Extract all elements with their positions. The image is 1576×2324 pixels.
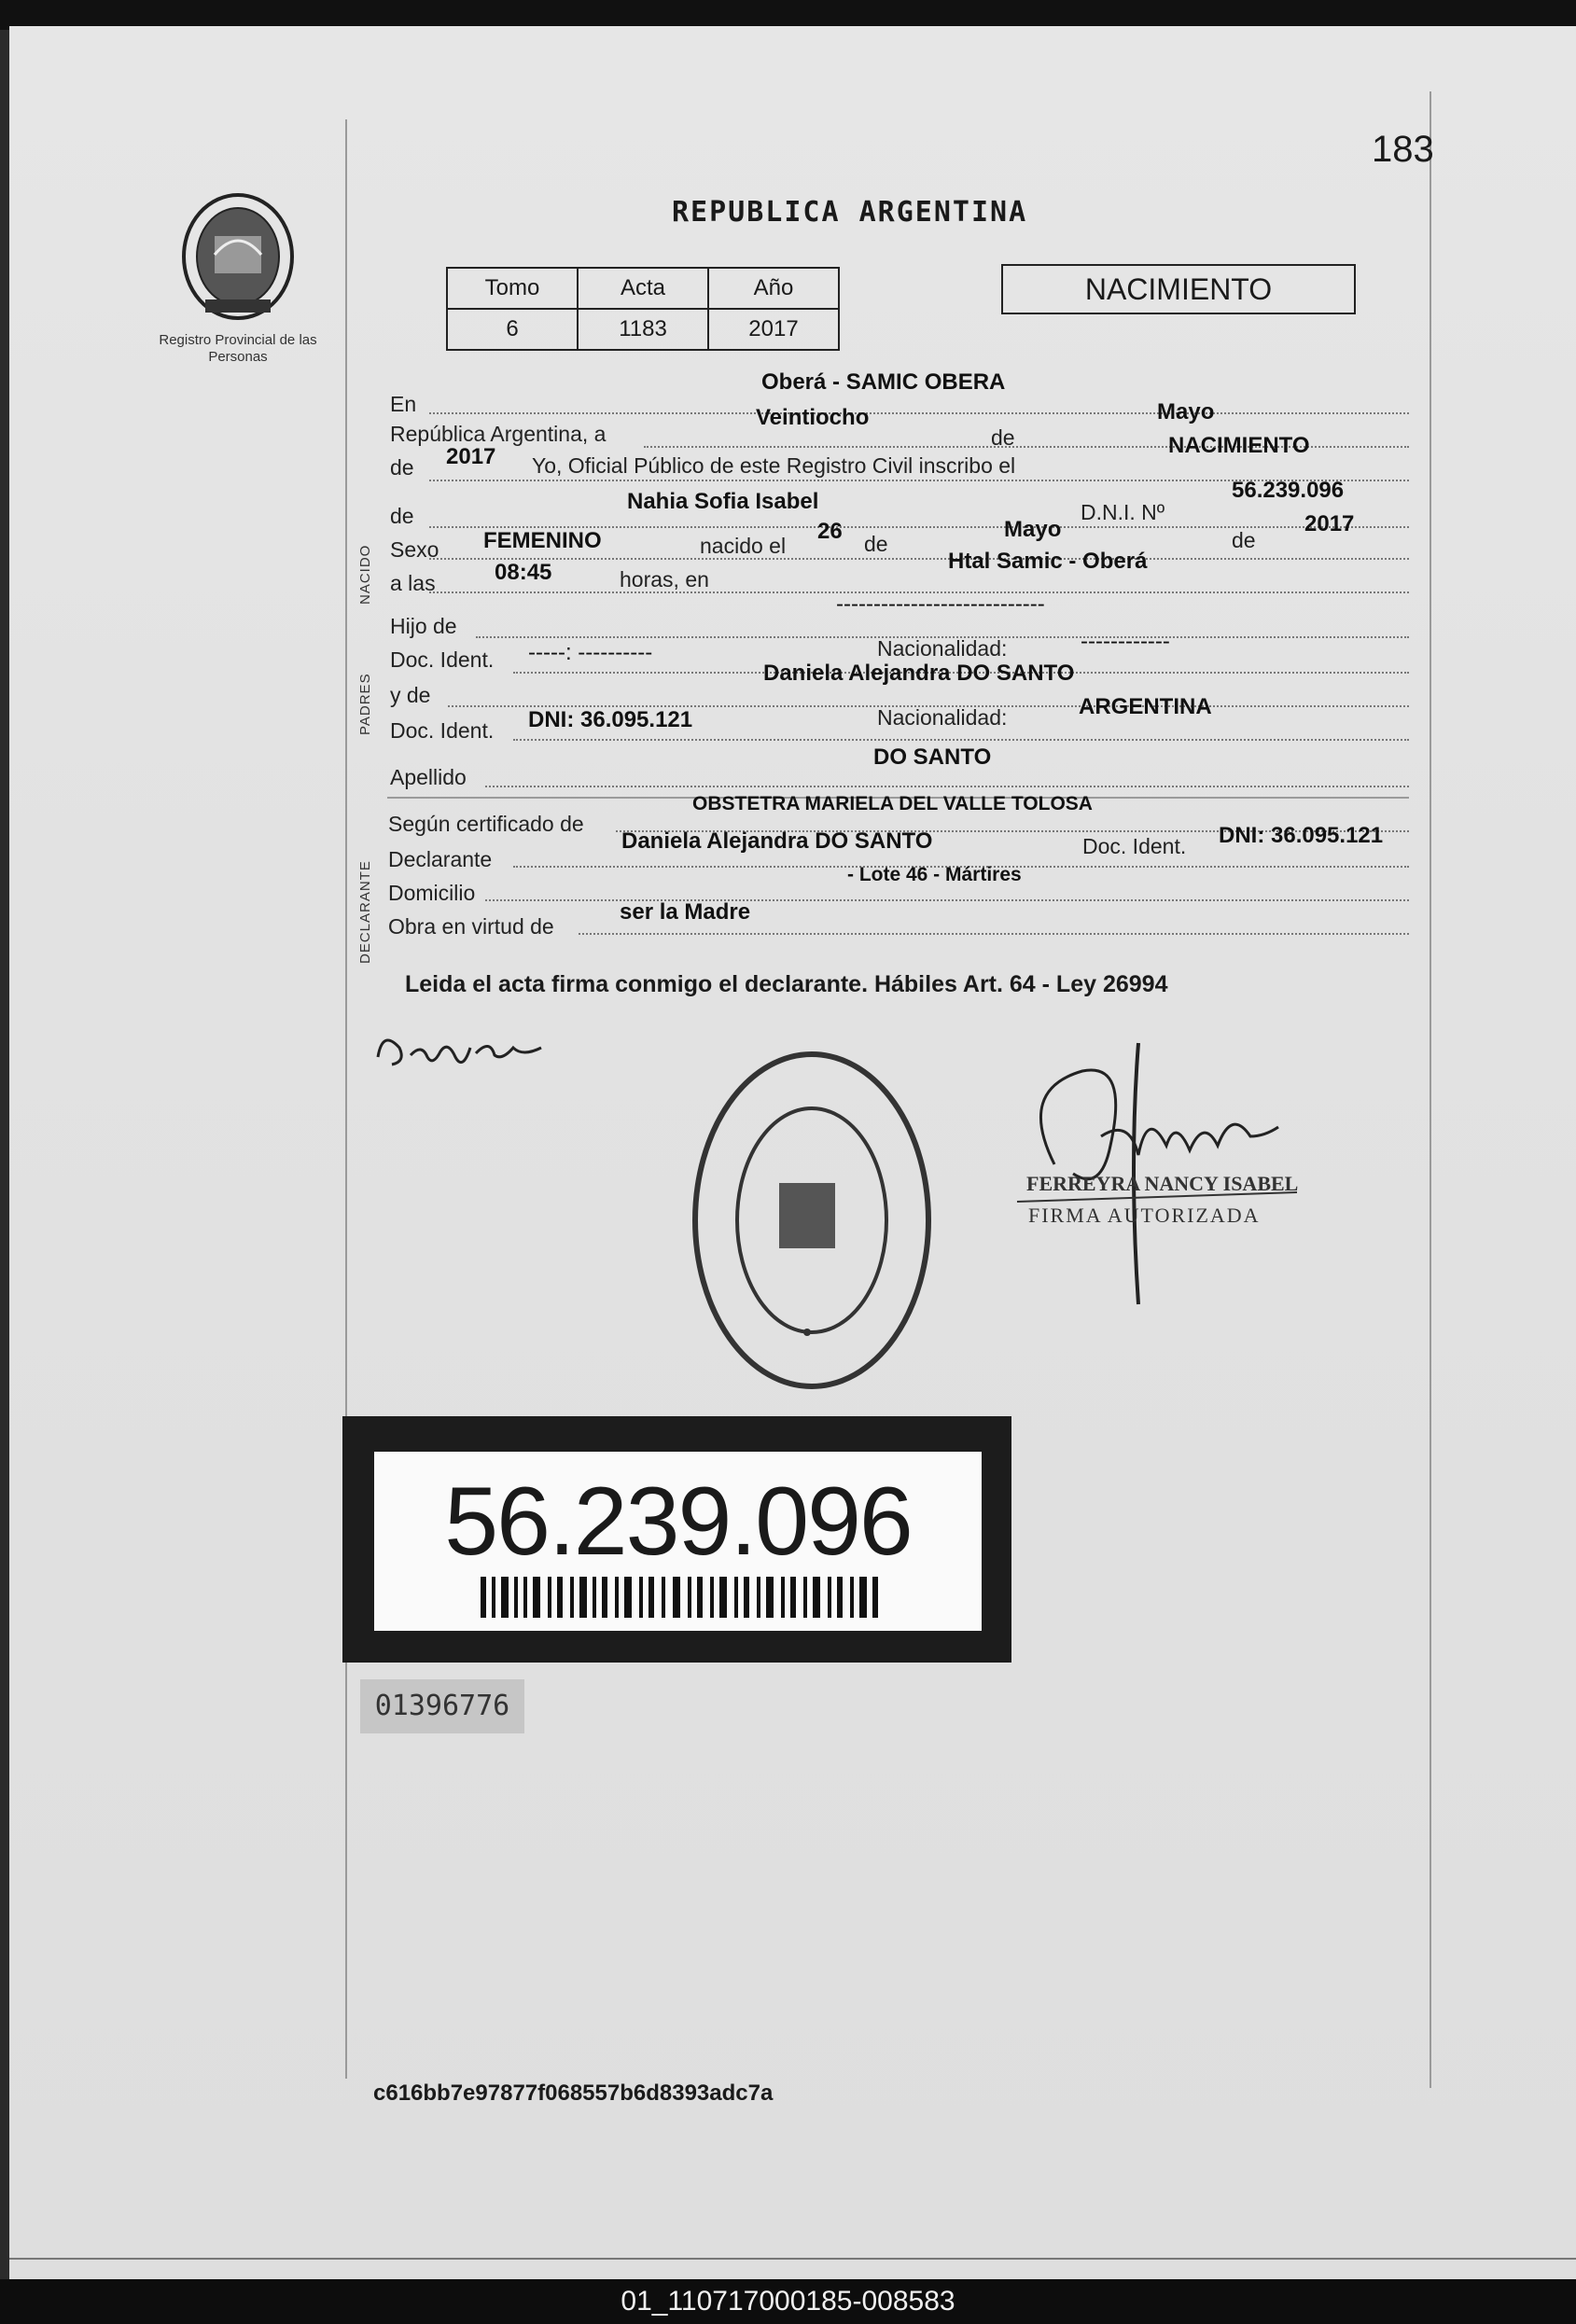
handwritten-initials-icon	[373, 1020, 551, 1085]
document-hash: c616bb7e97877f068557b6d8393adc7a	[373, 2080, 774, 2106]
label-domicilio: Domicilio	[388, 881, 476, 905]
dotted-line	[579, 933, 1409, 935]
page-number: 183	[1372, 129, 1434, 170]
label-nacido-el: nacido el	[700, 534, 787, 558]
label-a-las: a las	[390, 571, 436, 595]
label-hijo-de: Hijo de	[390, 614, 457, 638]
hora-value: 08:45	[495, 560, 552, 585]
nombre-value: Nahia Sofia Isabel	[627, 489, 819, 514]
label-segun: Según certificado de	[388, 812, 584, 836]
record-table	[446, 267, 840, 351]
anio-nac-value: 2017	[1304, 511, 1355, 536]
section-label-nacido: NACIDO	[357, 544, 373, 605]
madre-value: Daniela Alejandra DO SANTO	[763, 661, 1075, 686]
signature-role: FIRMA AUTORIZADA	[1028, 1204, 1261, 1227]
dia-nac-value: 26	[817, 519, 843, 544]
tomo-value: 6	[447, 309, 578, 350]
label-yo: Yo, Oficial Público de este Registro Civil inscribo el	[532, 453, 1016, 478]
official-stamp-icon	[686, 1043, 938, 1398]
label-apellido: Apellido	[390, 765, 467, 789]
left-margin-line	[345, 119, 347, 2079]
padre-doc-value: -----: ----------	[528, 640, 653, 665]
control-number: 01396776	[360, 1679, 524, 1733]
section-label-declarante: DECLARANTE	[357, 860, 373, 964]
acta-header: Acta	[578, 268, 708, 309]
anio-value: 2017	[446, 444, 496, 469]
declarante-value: Daniela Alejandra DO SANTO	[621, 828, 933, 854]
label-doc-ident-madre: Doc. Ident.	[390, 718, 495, 743]
label-nacionalidad-padre: Nacionalidad:	[877, 636, 1008, 661]
barcode-icon	[481, 1577, 880, 1618]
madre-doc-value: DNI: 36.095.121	[528, 707, 693, 732]
dotted-line	[429, 412, 1409, 414]
signatory-name: FERREYRA NANCY ISABEL	[1026, 1172, 1299, 1195]
madre-nac-value: ARGENTINA	[1079, 694, 1212, 719]
label-en: En	[390, 392, 417, 416]
dia-texto-value: Veintiocho	[756, 405, 870, 430]
dotted-line	[429, 558, 1409, 560]
anio-value: 2017	[708, 309, 839, 350]
label-horas-en: horas, en	[620, 567, 709, 591]
barcode-number: 56.239.096	[444, 1468, 912, 1576]
obra-value: ser la Madre	[620, 899, 751, 925]
dotted-line	[513, 739, 1409, 741]
anio-header: Año	[708, 268, 839, 309]
label-doc-ident-padre: Doc. Ident.	[390, 647, 495, 672]
document-page	[9, 26, 1576, 2279]
act-type-box: NACIMIENTO	[1001, 264, 1356, 314]
padre-value: ----------------------------	[836, 591, 1045, 617]
label-de-3: de	[390, 504, 414, 528]
label-nacionalidad-madre: Nacionalidad:	[877, 705, 1008, 730]
certificado-value: OBSTETRA MARIELA DEL VALLE TOLOSA	[692, 793, 1093, 814]
closing-statement: Leida el acta firma conmigo el declarante. Hábiles Art. 64 - Ley 26994	[405, 971, 1168, 997]
mes-texto-value: Mayo	[1157, 399, 1215, 424]
sexo-value: FEMENINO	[483, 528, 602, 553]
label-de-2: de	[390, 455, 414, 480]
lugar-value: Oberá - SAMIC OBERA	[761, 369, 1006, 395]
tipo-value: NACIMIENTO	[1168, 433, 1310, 458]
domicilio-value: - Lote 46 - Mártires	[847, 864, 1022, 885]
label-doc-ident-declarante: Doc. Ident.	[1082, 834, 1187, 858]
right-margin-line	[1430, 91, 1431, 2088]
label-obra: Obra en virtud de	[388, 914, 554, 939]
mes-nac-value: Mayo	[1004, 517, 1062, 542]
barcode-label-inner	[374, 1452, 982, 1631]
declarante-doc-value: DNI: 36.095.121	[1219, 823, 1384, 848]
registry-caption: Registro Provincial de las Personas	[159, 332, 317, 365]
label-dni: D.N.I. Nº	[1081, 500, 1165, 524]
label-sexo: Sexo	[390, 537, 439, 562]
dni-value: 56.239.096	[1232, 478, 1345, 503]
label-y-de: y de	[390, 683, 431, 707]
label-republica: República Argentina, a	[390, 422, 607, 446]
label-de-5: de	[1232, 528, 1256, 552]
label-de-4: de	[864, 532, 888, 556]
label-de-1: de	[991, 425, 1015, 450]
apellido-value: DO SANTO	[873, 745, 992, 770]
scan-id-footer: 01_110717000185-008583	[0, 2279, 1576, 2324]
bottom-edge-line	[9, 2258, 1576, 2260]
acta-value: 1183	[578, 309, 708, 350]
registry-logo-icon	[177, 189, 299, 329]
section-label-padres: PADRES	[357, 673, 373, 735]
padre-nac-value: ------------	[1081, 629, 1170, 654]
barcode-label	[342, 1416, 1011, 1663]
dotted-line	[485, 786, 1409, 787]
lugar-nac-value: Htal Samic - Oberá	[948, 549, 1148, 574]
tomo-header: Tomo	[447, 268, 578, 309]
country-title: REPUBLICA ARGENTINA	[672, 196, 1028, 229]
label-declarante: Declarante	[388, 847, 493, 871]
